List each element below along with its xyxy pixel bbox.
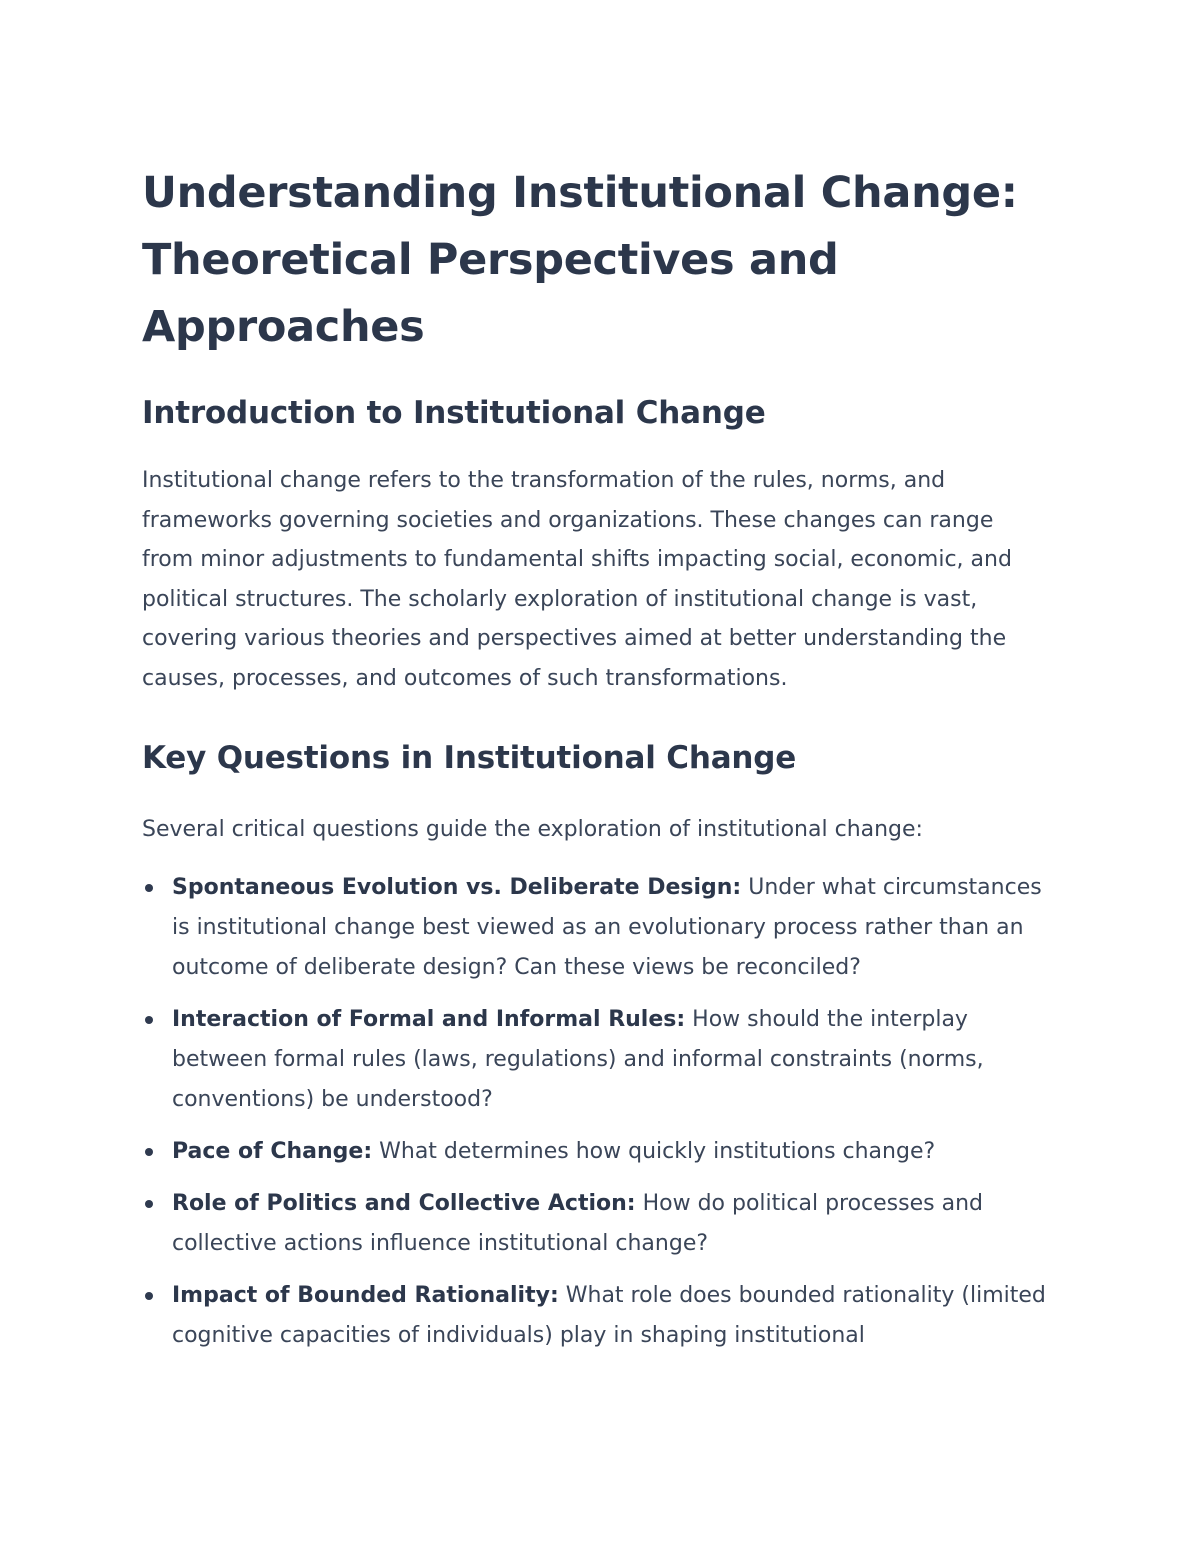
question-text: How should the interplay between formal rules (laws, regulations) and informal constraints (norms, conventions) be understood? (172, 1006, 984, 1112)
document-page (142, 160, 1062, 1368)
question-term: Impact of Bounded Rationality: (172, 1282, 559, 1308)
bullet-icon (145, 1200, 153, 1208)
introduction-paragraph: Institutional change refers to the transformation of the rules, norms, and frameworks governing societies and organizations. These changes can range from minor adjustments to fundamental shifts impacting social, economic, and political structures. The scholarly exploration of institutional change is vast, covering various theories and perspectives aimed at better understanding the causes, processes, and outcomes of such transformations. (142, 468, 1012, 691)
question-term: Pace of Change: (172, 1138, 373, 1164)
key-questions-list (142, 868, 1062, 1356)
key-questions-lead: Several critical questions guide the exploration of institutional change: (142, 817, 923, 842)
bullet-icon (145, 1292, 153, 1300)
question-text: What role does bounded rationality (limited cognitive capacities of individuals) play in shaping institutional (172, 1282, 1046, 1348)
bullet-icon (145, 1016, 153, 1024)
section-heading-introduction: Introduction to Institutional Change (142, 395, 766, 431)
list-item (142, 1184, 1052, 1264)
bullet-icon (145, 884, 153, 892)
section-heading-key-questions: Key Questions in Institutional Change (142, 740, 797, 776)
list-item (142, 868, 1052, 988)
question-text: How do political processes and collective actions influence institutional change? (172, 1190, 983, 1256)
question-term: Spontaneous Evolution vs. Deliberate Design: (172, 874, 742, 900)
list-item (142, 1276, 1052, 1356)
document-title: Understanding Institutional Change: Theoretical Perspectives and Approaches (142, 168, 1018, 352)
question-term: Role of Politics and Collective Action: (172, 1190, 636, 1216)
bullet-icon (145, 1148, 153, 1156)
question-term: Interaction of Formal and Informal Rules: (172, 1006, 686, 1032)
question-text: What determines how quickly institutions change? (372, 1138, 936, 1164)
question-text: Under what circumstances is institutional change best viewed as an evolutionary process rather than an outcome of deliberate design? Can these views be reconciled? (172, 874, 1042, 980)
list-item (142, 1000, 1052, 1120)
list-item (142, 1132, 1052, 1172)
